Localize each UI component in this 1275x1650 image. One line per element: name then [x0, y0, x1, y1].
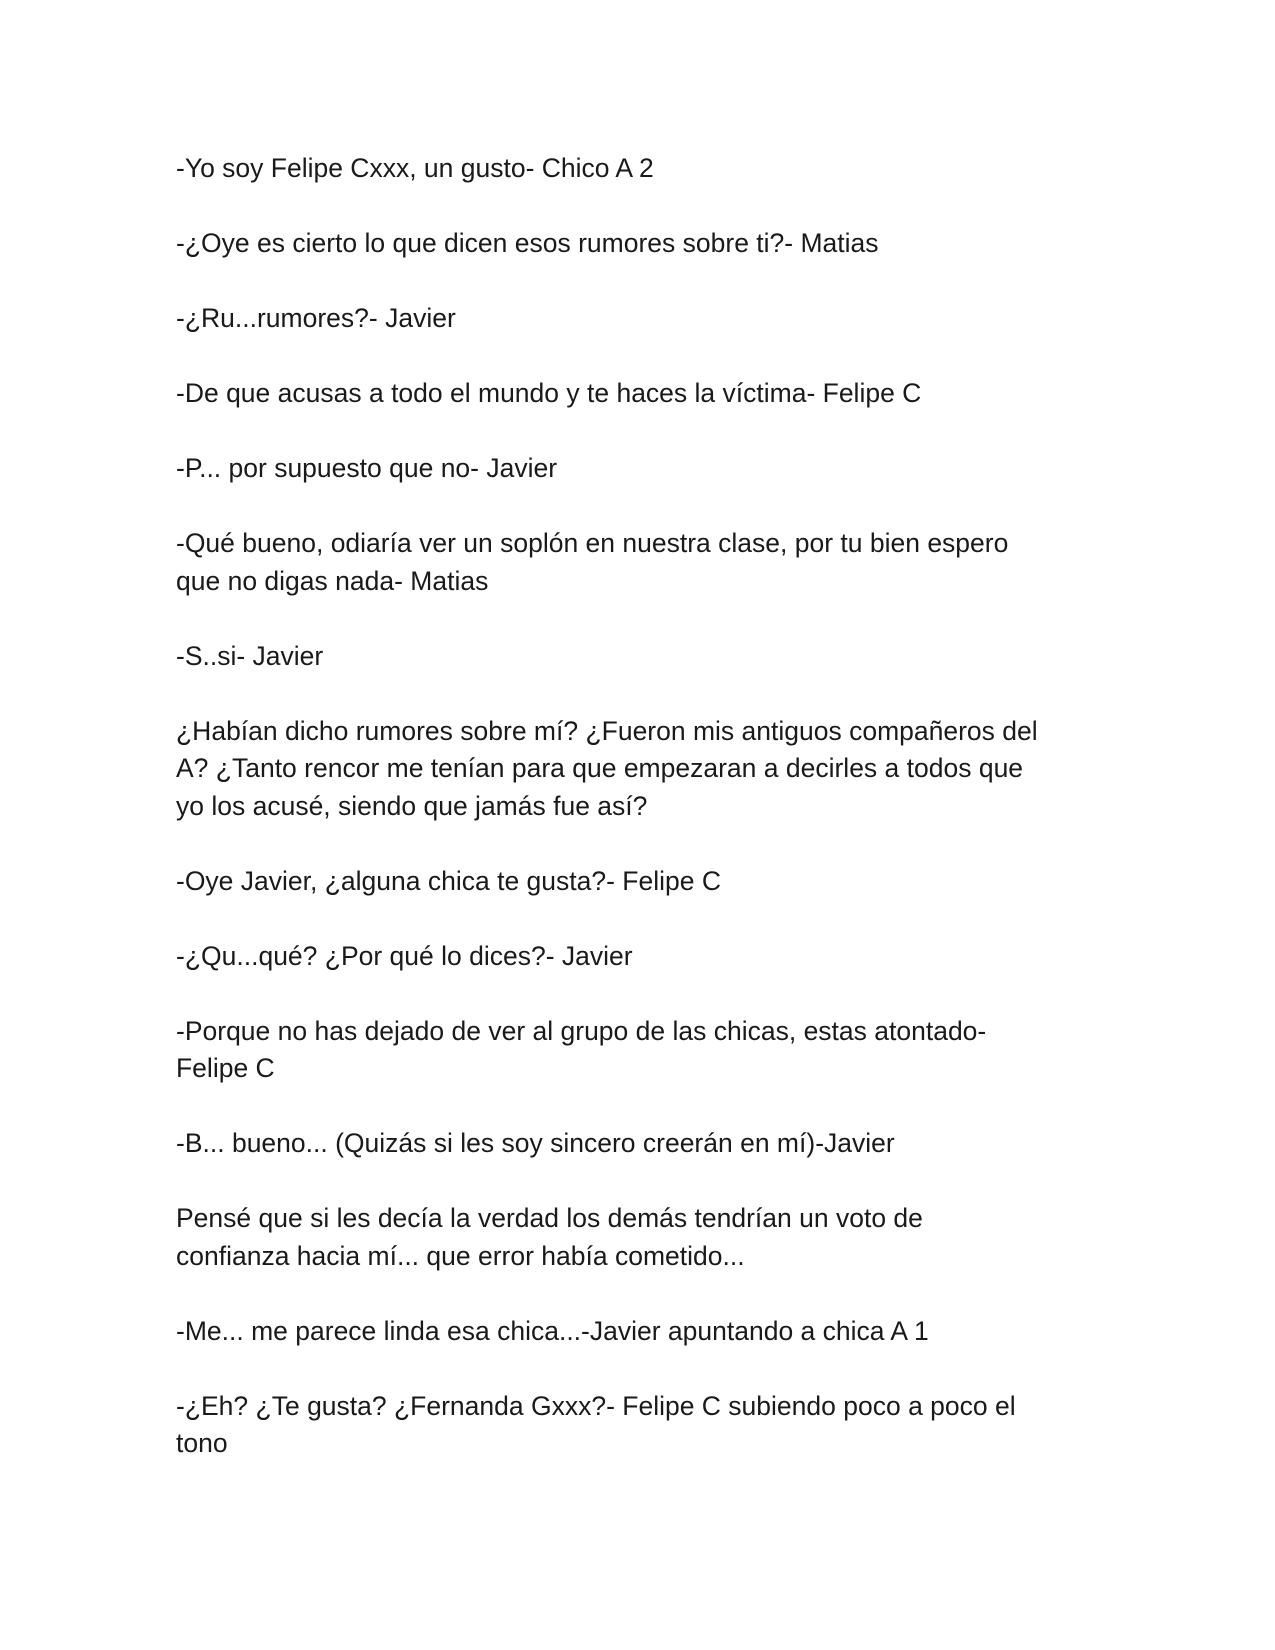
paragraph: Pensé que si les decía la verdad los demás tendrían un voto de confianza hacia mí... que error había cometido...: [176, 1203, 923, 1271]
paragraph: -Yo soy Felipe Cxxx, un gusto- Chico A 2: [176, 153, 654, 183]
paragraph: -S..si- Javier: [176, 640, 324, 671]
paragraph: -¿Qu...qué? ¿Por qué lo dices?- Javier: [176, 940, 633, 971]
paragraph: -Oye Javier, ¿alguna chica te gusta?- Felipe C: [176, 865, 721, 896]
paragraph: -Porque no has dejado de ver al grupo de las chicas, estas atontado- Felipe C: [176, 1015, 987, 1083]
paragraph: -Qué bueno, odiaría ver un soplón en nuestra clase, por tu bien espero que no digas nada- Matias: [176, 528, 1009, 596]
paragraph: -De que acusas a todo el mundo y te haces la víctima- Felipe C: [176, 378, 922, 408]
paragraph: -¿Oye es cierto lo que dicen esos rumores sobre ti?- Matias: [176, 228, 879, 258]
paragraph: -¿Ru...rumores?- Javier: [176, 303, 456, 333]
paragraph: ¿Habían dicho rumores sobre mí? ¿Fueron mis antiguos compañeros del A? ¿Tanto rencor me tenían para que empezaran a decirles a todos que yo los acusé, siendo que jamás fue así?: [176, 715, 1038, 821]
paragraph: -Me... me parece linda esa chica...-Javier apuntando a chica A 1: [176, 1315, 929, 1346]
paragraph: -B... bueno... (Quizás si les soy sincero creerán en mí)-Javier: [176, 1128, 895, 1158]
document-body: [176, 150, 1096, 1500]
paragraph: -¿Eh? ¿Te gusta? ¿Fernanda Gxxx?- Felipe C subiendo poco a poco el tono: [176, 1390, 1016, 1458]
paragraph: -P... por supuesto que no- Javier: [176, 453, 558, 483]
